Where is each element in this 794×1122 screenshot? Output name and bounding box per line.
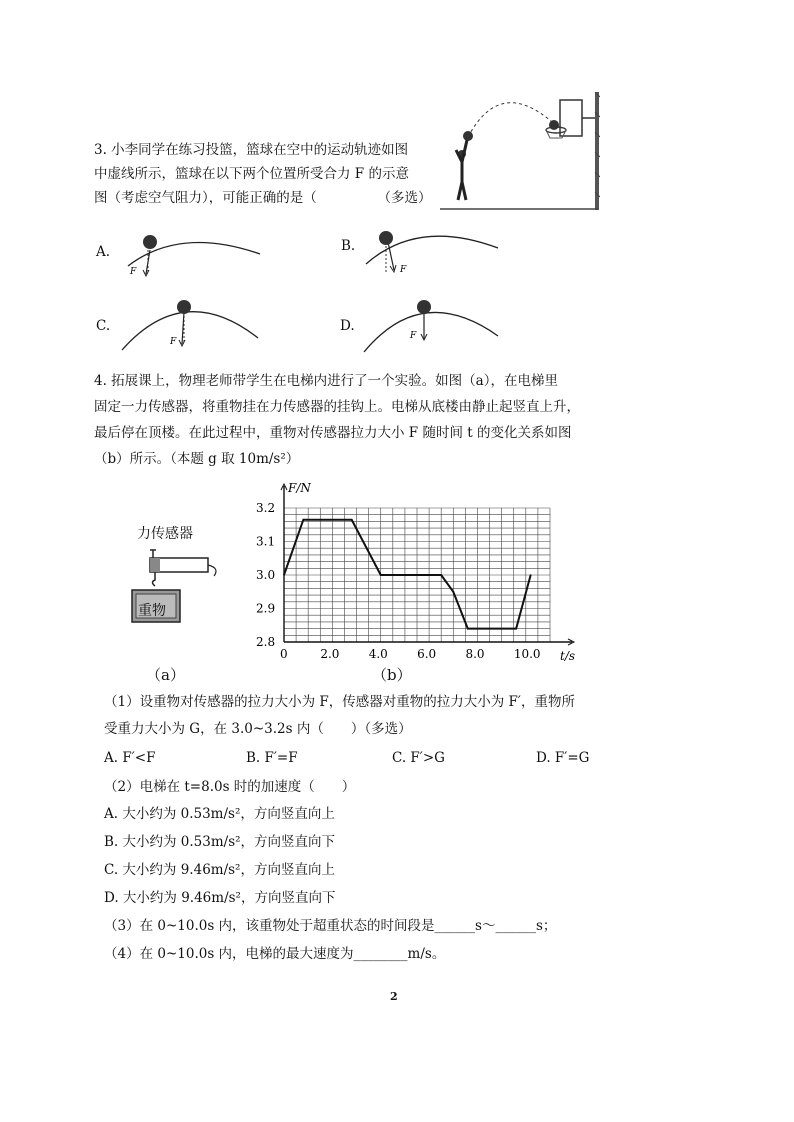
- q4-sub2-option-b: B. 大小约为 0.53m/s²，方向竖直向下: [104, 834, 336, 850]
- series-point: [530, 574, 532, 576]
- y-tick-label: 3.2: [256, 501, 276, 515]
- y-tick-label: 3.0: [256, 568, 276, 582]
- x-tick-label: 8.0: [465, 647, 485, 661]
- q4-sub3: （3）在 0~10.0s 内，该重物处于超重状态的时间段是______s～______s；: [104, 918, 557, 934]
- q4-sub2-option-a: A. 大小约为 0.53m/s²，方向竖直向上: [104, 806, 335, 822]
- x-axis-label: t/s: [560, 649, 576, 663]
- series-point: [283, 574, 285, 576]
- q4-sub1-option-b: B. F′=F: [246, 750, 298, 766]
- q3-option-c-diagram: [118, 290, 268, 356]
- q3-option-b-force-label: F: [400, 265, 407, 275]
- q4-sub4: （4）在 0~10.0s 内，电梯的最大速度为________m/s。: [104, 946, 446, 962]
- series-point: [440, 574, 442, 576]
- series-point: [351, 519, 353, 521]
- series-point: [452, 591, 454, 593]
- ft-chart: [250, 478, 590, 668]
- fig-a-weight-label: 重物: [138, 603, 166, 619]
- fig-a-sensor-label: 力传感器: [137, 526, 193, 542]
- q3-line-2: 中虚线所示，篮球在以下两个位置所受合力 F 的示意: [94, 166, 409, 182]
- q4-sub2-option-d: D. 大小约为 9.46m/s²，方向竖直向下: [104, 890, 336, 906]
- y-tick-label: 3.1: [256, 534, 276, 549]
- q3-option-a-diagram: [120, 218, 270, 278]
- q3-option-d-diagram: [358, 290, 508, 356]
- y-axis-label: F/N: [288, 481, 311, 495]
- q3-option-c-force-label: F: [170, 337, 177, 347]
- q4-intro-line-1: 4. 拓展课上，物理老师带学生在电梯内进行了一个实验。如图（a），在电梯里: [94, 373, 558, 389]
- q4-sub1-line-2: 受重力大小为 G，在 3.0~3.2s 内（ ）（多选）: [104, 721, 412, 737]
- q3-option-a-label: A.: [96, 244, 111, 260]
- series-point: [380, 574, 382, 576]
- q4-intro-line-4: （b）所示。（本题 g 取 10m/s²）: [94, 451, 300, 467]
- q3-option-a-force-label: F: [130, 267, 137, 277]
- x-tick-label: 2.0: [320, 647, 340, 661]
- q3-option-d-label: D.: [340, 318, 355, 334]
- series-point: [303, 519, 305, 521]
- q3-option-c-label: C.: [96, 318, 111, 334]
- q3-line-3: 图（考虑空气阻力），可能正确的是（ （多选）: [94, 190, 432, 206]
- series-line: [284, 520, 531, 629]
- page-number: 2: [390, 990, 398, 1003]
- y-tick-label: 2.9: [256, 601, 276, 616]
- q4-sub1-option-d: D. F′=G: [536, 750, 590, 766]
- q4-intro-line-3: 最后停在顶楼。在此过程中，重物对传感器拉力大小 F 随时间 t 的变化关系如图: [94, 425, 572, 441]
- y-tick-label: 2.8: [256, 635, 276, 649]
- fig-b-caption: （b）: [372, 666, 412, 684]
- q4-sub1-option-c: C. F′>G: [392, 750, 445, 766]
- x-tick-label: 6.0: [417, 647, 437, 661]
- x-tick-label: 0: [280, 647, 288, 661]
- q4-sub2-option-c: C. 大小约为 9.46m/s²，方向竖直向上: [104, 862, 335, 878]
- series-point: [467, 628, 469, 630]
- q4-intro-line-2: 固定一力传感器，将重物挂在力传感器的挂钩上。电梯从底楼由静止起竖直上升，: [94, 399, 580, 415]
- q3-option-b-label: B.: [341, 238, 356, 254]
- series-point: [515, 628, 517, 630]
- q3-option-b-diagram: [358, 212, 508, 278]
- q3-option-d-force-label: F: [410, 331, 417, 341]
- q4-sub2-stem: （2）电梯在 t=8.0s 时的加速度（ ）: [104, 779, 356, 795]
- q3-line-1: 3. 小李同学在练习投篮，篮球在空中的运动轨迹如图: [94, 142, 409, 158]
- q4-sub1-line-1: （1）设重物对传感器的拉力大小为 F，传感器对重物的拉力大小为 F′，重物所: [104, 694, 575, 710]
- fig-a-caption: （a）: [146, 666, 185, 684]
- x-tick-label: 10.0: [513, 647, 541, 661]
- basketball-player-figure: [440, 92, 600, 214]
- x-tick-label: 4.0: [368, 647, 388, 661]
- q4-sub1-option-a: A. F′<F: [104, 750, 156, 766]
